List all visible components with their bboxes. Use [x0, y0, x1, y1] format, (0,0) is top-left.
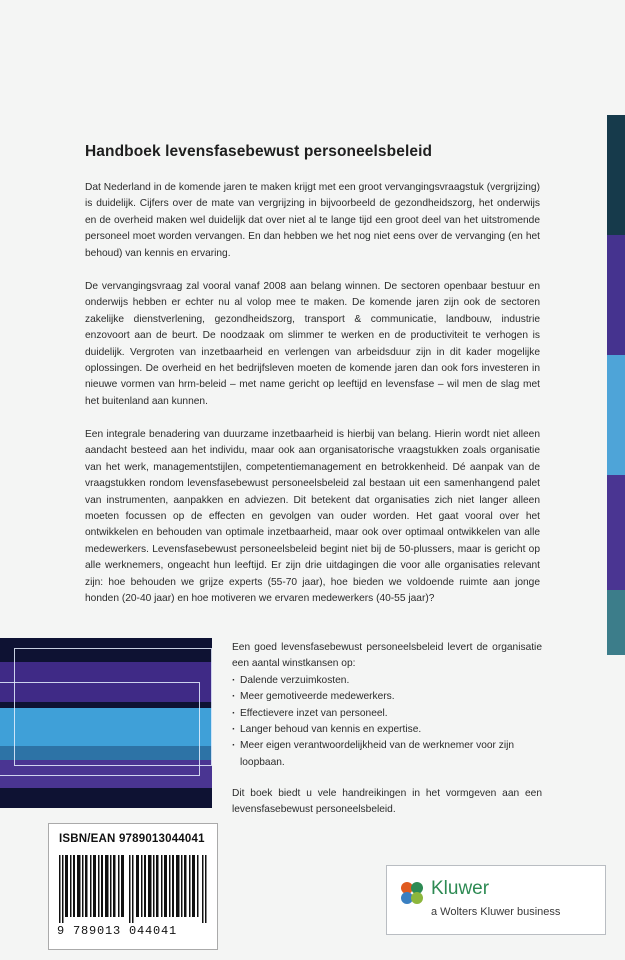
barcode-digits: 9 789013 044041 — [57, 924, 178, 938]
publisher-logo-box — [386, 865, 606, 935]
decorative-color-block — [0, 638, 212, 808]
book-title: Handboek levensfasebewust personeelsbeleid — [85, 143, 433, 160]
kluwer-logo-icon — [399, 880, 425, 906]
right-edge-stripes — [607, 115, 625, 655]
barcode-icon — [59, 855, 207, 923]
benefit-item: · Meer eigen verantwoordelijkheid van de werknemer voor zijn loopbaan. — [232, 738, 542, 771]
benefits-list — [232, 673, 542, 771]
paragraph-benefits: Een goed levensfasebewust personeelsbeleid levert de organisatie een aantal winstkansen op: · Dalende verzuimkosten. · Meer gemotiveerde medewerkers. · Effectievere inzet van personeel. · Langer behoud van kennis en expertise. · Meer eigen verantwoordelijkheid van de werknemer voor zijn loopbaan. — [232, 640, 542, 771]
paragraph-1: Dat Nederland in de komende jaren te maken krijgt met een groot vervangingsvraagstuk (vergrijzing) is duidelijk. Cijfers over de mate van vergrijzing in bijvoorbeeld de gezondheidszorg, het onderwijs en de overheid maken wel duidelijk dat over niet al te lange tijd een groot deel van het uitstromende personeel moet worden vervangen. En dan hebben we het nog niet eens over de vervanging (en het behoud) van kennis en ervaring. — [85, 182, 540, 259]
benefit-item: · Langer behoud van kennis en expertise. — [232, 722, 542, 738]
closing-paragraph: Dit boek biedt u vele handreikingen in het vormgeven aan een levensfasebewust personeelsbeleid. — [232, 788, 542, 816]
benefit-item: · Dalende verzuimkosten. — [232, 673, 542, 689]
paragraph-2: De vervangingsvraag zal vooral vanaf 2008 aan belang winnen. De sectoren openbaar bestuur en onderwijs hebben er echter nu al volop mee te maken. De komende jaren zijn ook de sectoren zakelijke dienstverlening, gezondheidszorg, transport & communicatie, landbouw, industrie enzovoort aan de beurt. De noodzaak om slimmer te werken en de productiviteit te verhogen is duidelijk. Vergroten van inzetbaarheid en verlengen van arbeidsduur zijn in dit kader mogelijke oplossingen. De overheid en het bedrijfsleven moeten de komende jaren dan ook fors investeren in nieuwe vormen van hrm-beleid – met name gericht op leeftijd en levensfase – wil men de slag met het buitenland aan kunnen. — [85, 281, 540, 407]
isbn-barcode-box — [48, 823, 218, 950]
benefit-item: · Meer gemotiveerde medewerkers. — [232, 689, 542, 705]
publisher-tagline: a Wolters Kluwer business — [431, 906, 561, 918]
paragraph-3: Een integrale benadering van duurzame inzetbaarheid is hierbij van belang. Hierin wordt niet alleen aandacht besteed aan het individu, maar ook aan organisatorische vraagstukken zoals organisatie van het werk, managementstijlen, competentiemanagement en betrokkenheid. Dé aanpak van de vraagstukken rondom levensfasebewust personeelsbeleid zal bestaan uit een samenhangend palet van instrumenten, aanpakken en adviezen. Dit betekent dat organisaties zich niet langer alleen moeten focussen op de effecten en gevolgen van ouder worden. Het gaat vooral over het ontwikkelen en behouden van optimale inzetbaarheid, maar ook over optimaal ontwikkelen van alle medewerkers. Levensfasebewust personeelsbeleid begint niet bij de 50-plussers, maar is gericht op alle werknemers, ongeacht hun leeftijd. Er zijn drie uitdagingen die voor alle organisaties relevant zijn: hoe behouden we grijze experts (55-70 jaar), hoe bieden we voldoende ruimte aan jonge honden (20-40 jaar) en hoe motiveren we ervaren medewerkers (40-55 jaar)? — [85, 429, 540, 605]
isbn-label: ISBN/EAN 9789013044041 — [59, 833, 205, 845]
publisher-name: Kluwer — [431, 878, 490, 899]
benefit-item: · Effectievere inzet van personeel. — [232, 706, 542, 722]
